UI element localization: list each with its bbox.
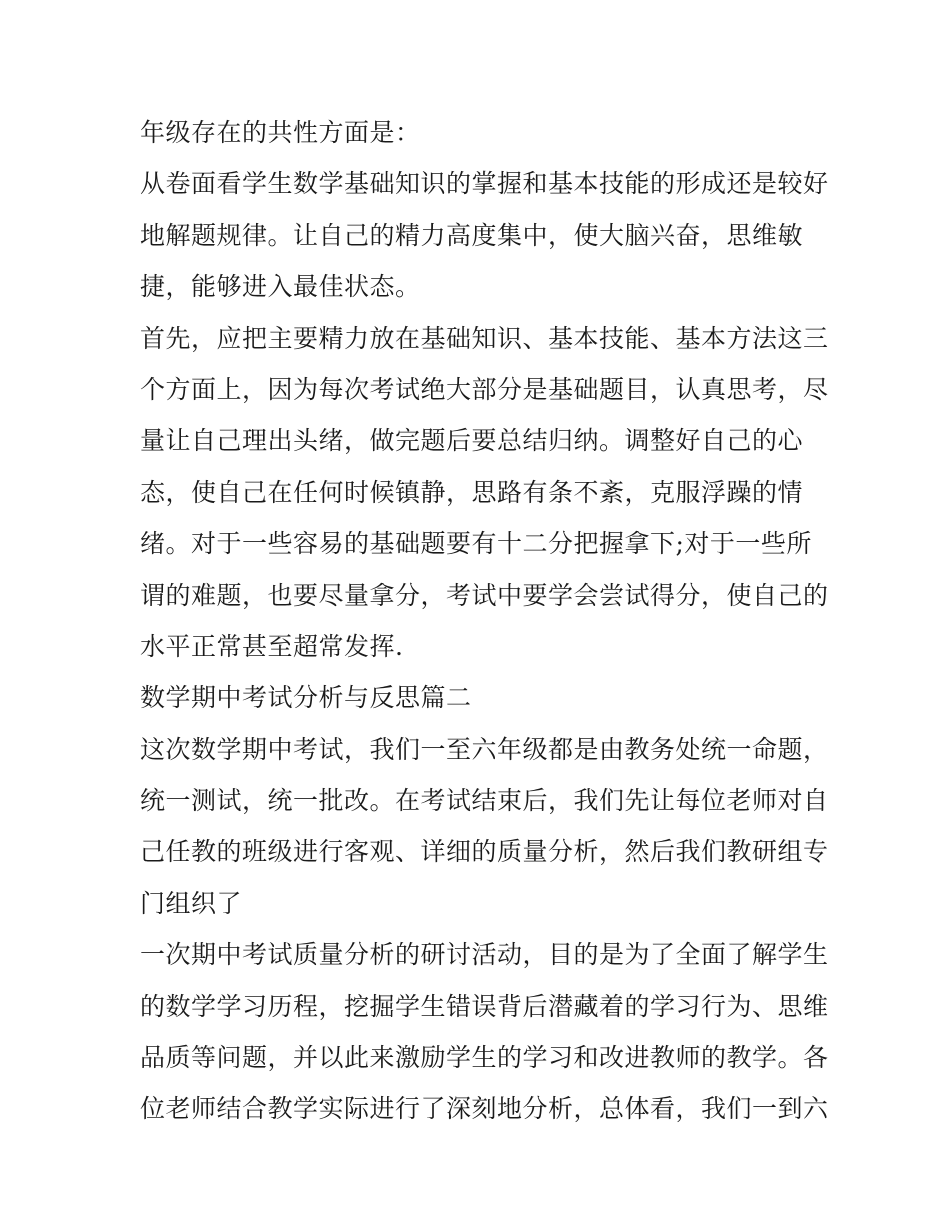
text-line: 的数学学习历程，挖掘学生错误背后潜藏着的学习行为、思维	[140, 991, 829, 1021]
text-line: 己任教的班级进行客观、详细的质量分析，然后我们教研组专	[140, 837, 829, 867]
text-line: 门组织了	[140, 888, 243, 918]
text-line: 年级存在的共性方面是：	[140, 118, 421, 147]
section-heading: 数学期中考试分析与反思篇二	[140, 683, 472, 713]
text-line: 首先，应把主要精力放在基础知识、基本技能、基本方法这三	[140, 323, 829, 353]
text-line: 品质等问题，并以此来激励学生的学习和改进教师的教学。各	[140, 1043, 829, 1073]
text-line: 态，使自己在任何时候镇静，思路有条不紊，克服浮躁的情	[140, 477, 804, 507]
text-line: 位老师结合教学实际进行了深刻地分析，总体看，我们一到六	[140, 1094, 829, 1124]
text-line: 统一测试，统一批改。在考试结束后，我们先让每位老师对自	[140, 786, 829, 816]
text-line: 绪。对于一些容易的基础题要有十二分把握拿下;对于一些所	[140, 529, 812, 559]
text-line: 捷，能够进入最佳状态。	[140, 272, 421, 302]
text-line: 一次期中考试质量分析的研讨活动，目的是为了全面了解学生	[140, 940, 829, 970]
text-line: 个方面上，因为每次考试绝大部分是基础题目，认真思考，尽	[140, 374, 829, 404]
text-line: 这次数学期中考试，我们一至六年级都是由教务处统一命题，	[140, 734, 829, 764]
document-body	[140, 107, 829, 1135]
text-line: 地解题规律。让自己的精力高度集中，使大脑兴奋，思维敏	[140, 220, 804, 250]
text-line: 谓的难题，也要尽量拿分，考试中要学会尝试得分，使自己的	[140, 580, 829, 610]
text-line: 量让自己理出头绪，做完题后要总结归纳。调整好自己的心	[140, 426, 804, 456]
text-line: 从卷面看学生数学基础知识的掌握和基本技能的形成还是较好	[140, 169, 829, 199]
text-line: 水平正常甚至超常发挥.	[140, 631, 404, 661]
